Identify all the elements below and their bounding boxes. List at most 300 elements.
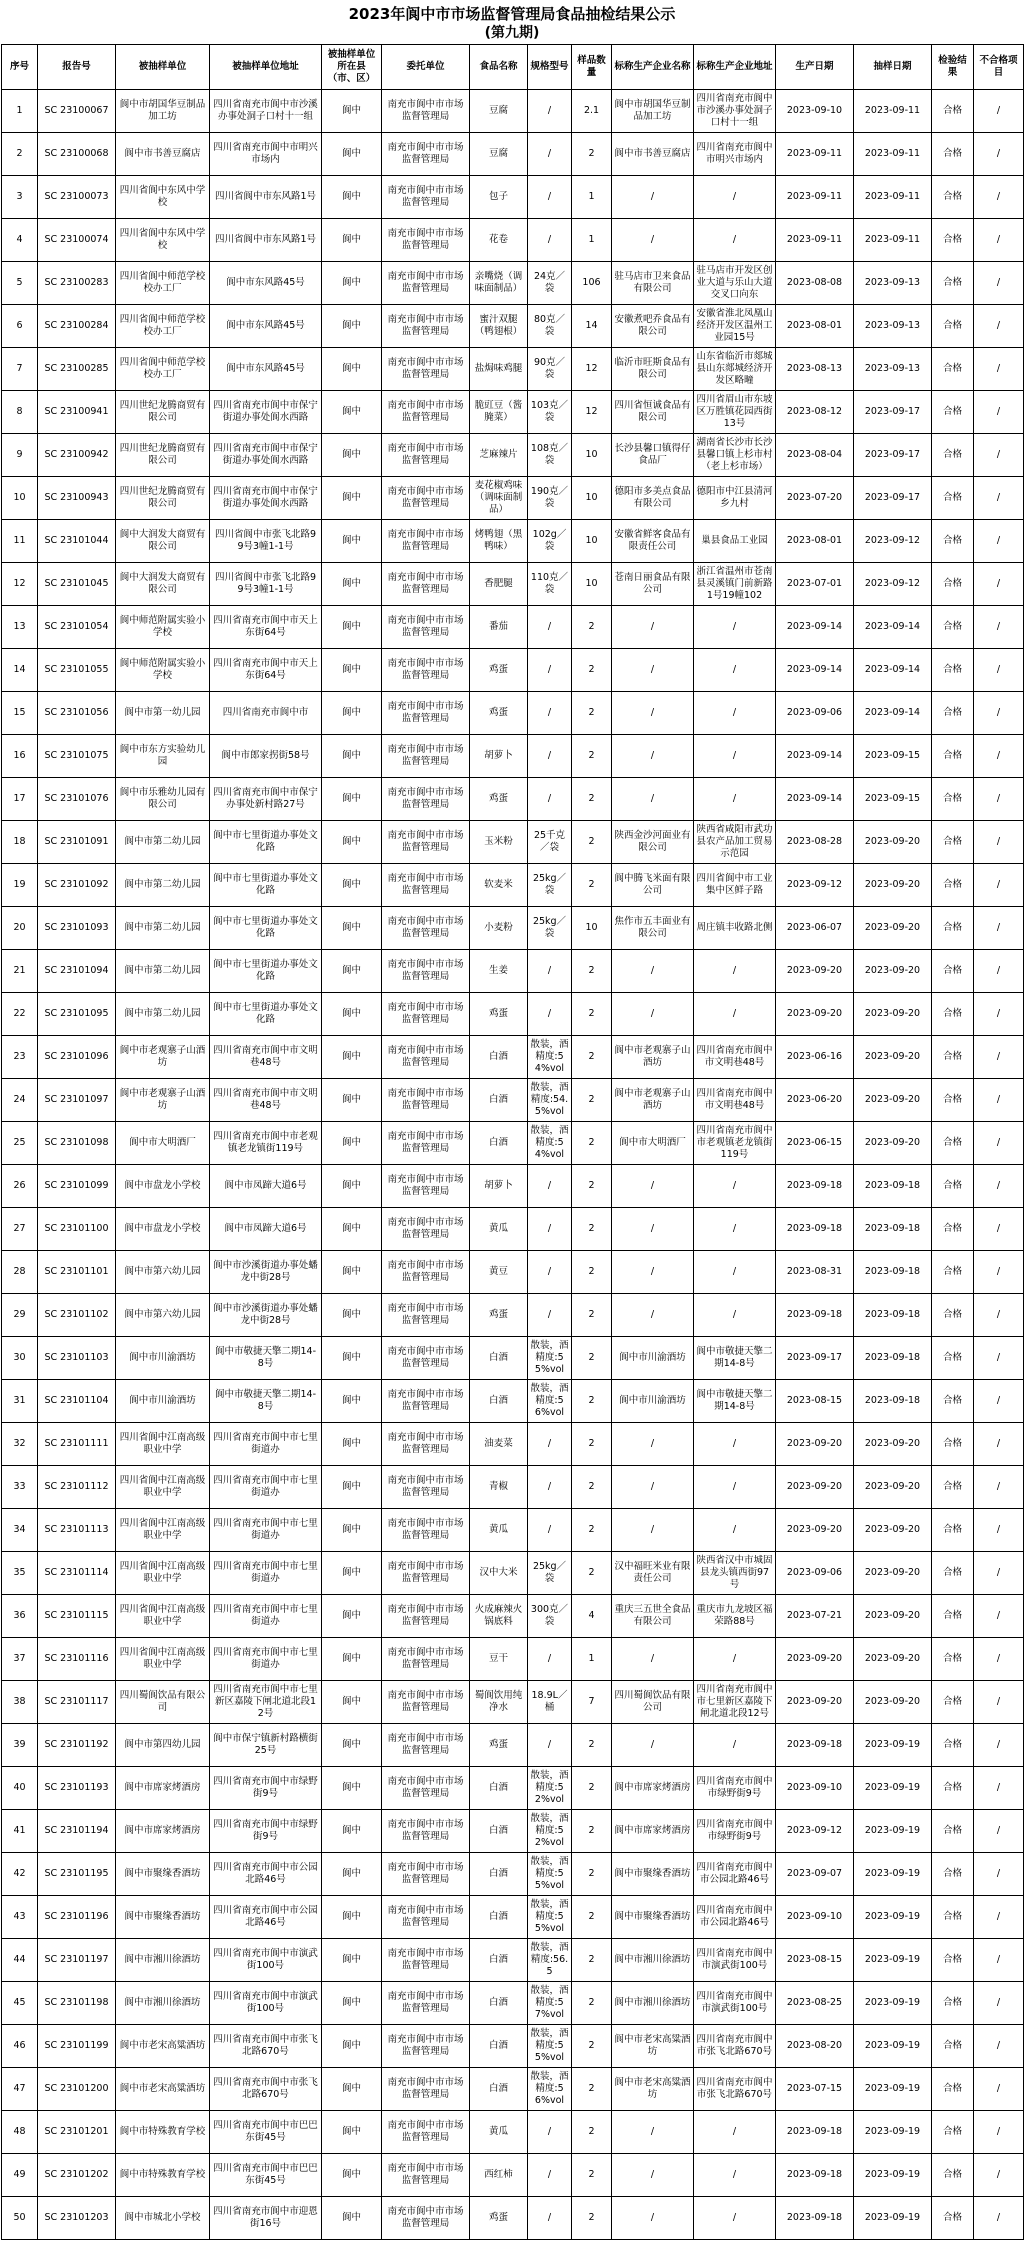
manufacturer-cell: 阆中市席家烤酒房	[612, 1767, 694, 1810]
sampling-date-cell: 2023-09-18	[854, 1337, 932, 1380]
manufacturer-cell: /	[612, 1724, 694, 1767]
report-no-cell: SC 23101117	[38, 1681, 116, 1724]
report-no-cell: SC 23100285	[38, 348, 116, 391]
index-cell: 27	[2, 1208, 38, 1251]
food-name-cell: 白酒	[470, 1122, 528, 1165]
food-name-cell: 白酒	[470, 2068, 528, 2111]
index-cell: 17	[2, 778, 38, 821]
sampled-unit-cell: 阆中市第二幼儿园	[116, 993, 210, 1036]
result-cell: 合格	[932, 1165, 974, 1208]
food-name-cell: 软麦米	[470, 864, 528, 907]
failed-items-cell: /	[974, 2111, 1024, 2154]
sampled-unit-cell: 阆中市川渝酒坊	[116, 1380, 210, 1423]
manufacturer-cell: /	[612, 2111, 694, 2154]
county-cell: 阆中	[322, 735, 382, 778]
food-name-cell: 白酒	[470, 1767, 528, 1810]
index-cell: 23	[2, 1036, 38, 1079]
failed-items-cell: /	[974, 1681, 1024, 1724]
sampling-date-cell: 2023-09-20	[854, 1122, 932, 1165]
county-cell: 阆中	[322, 2068, 382, 2111]
manufacturer-cell: /	[612, 950, 694, 993]
manufacturer-address-cell: 阆中市敬捷天擎二期14-8号	[694, 1337, 776, 1380]
manufacturer-cell: 四川省恒诚食品有限公司	[612, 391, 694, 434]
result-cell: 合格	[932, 649, 974, 692]
result-cell: 合格	[932, 305, 974, 348]
sampled-address-cell: 阆中市东风路45号	[210, 305, 322, 348]
county-cell: 阆中	[322, 219, 382, 262]
table-row	[2, 1036, 1024, 1079]
result-cell: 合格	[932, 2154, 974, 2197]
sampled-unit-cell: 阆中市湘川徐酒坊	[116, 1939, 210, 1982]
index-cell: 45	[2, 1982, 38, 2025]
manufacturer-address-cell: /	[694, 1294, 776, 1337]
spec-cell: 108克／袋	[528, 434, 572, 477]
commissioning-unit-cell: 南充市阆中市市场监督管理局	[382, 90, 470, 133]
production-date-cell: 2023-08-01	[776, 520, 854, 563]
result-cell: 合格	[932, 692, 974, 735]
failed-items-cell: /	[974, 434, 1024, 477]
failed-items-cell: /	[974, 692, 1024, 735]
commissioning-unit-cell: 南充市阆中市市场监督管理局	[382, 391, 470, 434]
index-cell: 39	[2, 1724, 38, 1767]
table-row	[2, 391, 1024, 434]
result-cell: 合格	[932, 1036, 974, 1079]
sampled-unit-cell: 阆中大润发大商贸有限公司	[116, 563, 210, 606]
sampled-address-cell: 四川省南充市阆中市张飞北路670号	[210, 2025, 322, 2068]
report-no-cell: SC 23101099	[38, 1165, 116, 1208]
food-name-cell: 小麦粉	[470, 907, 528, 950]
table-row	[2, 434, 1024, 477]
commissioning-unit-cell: 南充市阆中市市场监督管理局	[382, 950, 470, 993]
index-cell: 32	[2, 1423, 38, 1466]
report-no-cell: SC 23101092	[38, 864, 116, 907]
result-cell: 合格	[932, 2025, 974, 2068]
failed-items-cell: /	[974, 262, 1024, 305]
index-cell: 16	[2, 735, 38, 778]
sample-qty-cell: 2	[572, 606, 612, 649]
manufacturer-cell: 阆中市聚缘香酒坊	[612, 1896, 694, 1939]
production-date-cell: 2023-07-21	[776, 1595, 854, 1638]
failed-items-cell: /	[974, 348, 1024, 391]
manufacturer-address-cell: 巢县食品工业园	[694, 520, 776, 563]
result-cell: 合格	[932, 1122, 974, 1165]
sample-qty-cell: 2	[572, 1208, 612, 1251]
production-date-cell: 2023-06-20	[776, 1079, 854, 1122]
sample-qty-cell: 2	[572, 1466, 612, 1509]
sample-qty-cell: 2	[572, 1251, 612, 1294]
spec-cell: /	[528, 2111, 572, 2154]
commissioning-unit-cell: 南充市阆中市市场监督管理局	[382, 1681, 470, 1724]
sampled-address-cell: 阆中市沙溪街道办事处蟠龙中街28号	[210, 1294, 322, 1337]
food-name-cell: 胡萝卜	[470, 1165, 528, 1208]
sampled-address-cell: 四川省南充市阆中市保宁街道办事处阆水西路	[210, 391, 322, 434]
report-no-cell: SC 23101056	[38, 692, 116, 735]
failed-items-cell: /	[974, 1165, 1024, 1208]
commissioning-unit-cell: 南充市阆中市市场监督管理局	[382, 305, 470, 348]
failed-items-cell: /	[974, 1079, 1024, 1122]
commissioning-unit-cell: 南充市阆中市市场监督管理局	[382, 219, 470, 262]
index-cell: 20	[2, 907, 38, 950]
failed-items-cell: /	[974, 1466, 1024, 1509]
col-header-sampled-unit: 被抽样单位	[116, 45, 210, 90]
result-cell: 合格	[932, 262, 974, 305]
manufacturer-cell: 阆中市大明酒厂	[612, 1122, 694, 1165]
report-no-cell: SC 23101195	[38, 1853, 116, 1896]
failed-items-cell: /	[974, 1767, 1024, 1810]
index-cell: 48	[2, 2111, 38, 2154]
failed-items-cell: /	[974, 1853, 1024, 1896]
manufacturer-address-cell: /	[694, 2111, 776, 2154]
county-cell: 阆中	[322, 1681, 382, 1724]
commissioning-unit-cell: 南充市阆中市市场监督管理局	[382, 1853, 470, 1896]
failed-items-cell: /	[974, 1294, 1024, 1337]
sampled-unit-cell: 阆中市胡国华豆制品加工坊	[116, 90, 210, 133]
sample-qty-cell: 2	[572, 692, 612, 735]
sampled-unit-cell: 四川省阆中师范学校校办工厂	[116, 348, 210, 391]
sampled-unit-cell: 四川省阆中江南高级职业中学	[116, 1509, 210, 1552]
sampled-address-cell: 阆中市七里街道办事处文化路	[210, 821, 322, 864]
result-cell: 合格	[932, 1466, 974, 1509]
table-row	[2, 1681, 1024, 1724]
report-no-cell: SC 23101114	[38, 1552, 116, 1595]
result-cell: 合格	[932, 1724, 974, 1767]
food-name-cell: 白酒	[470, 1337, 528, 1380]
sample-qty-cell: 2	[572, 1939, 612, 1982]
manufacturer-address-cell: /	[694, 778, 776, 821]
sampled-unit-cell: 阆中市第二幼儿园	[116, 907, 210, 950]
index-cell: 9	[2, 434, 38, 477]
table-row	[2, 219, 1024, 262]
sampling-date-cell: 2023-09-20	[854, 821, 932, 864]
county-cell: 阆中	[322, 1122, 382, 1165]
food-name-cell: 西红柿	[470, 2154, 528, 2197]
food-name-cell: 白酒	[470, 1036, 528, 1079]
failed-items-cell: /	[974, 778, 1024, 821]
production-date-cell: 2023-08-15	[776, 1939, 854, 1982]
food-name-cell: 鸡蛋	[470, 778, 528, 821]
report-no-cell: SC 23100074	[38, 219, 116, 262]
county-cell: 阆中	[322, 305, 382, 348]
commissioning-unit-cell: 南充市阆中市市场监督管理局	[382, 649, 470, 692]
result-cell: 合格	[932, 348, 974, 391]
failed-items-cell: /	[974, 1423, 1024, 1466]
index-cell: 14	[2, 649, 38, 692]
county-cell: 阆中	[322, 1896, 382, 1939]
sampling-date-cell: 2023-09-13	[854, 305, 932, 348]
sample-qty-cell: 2	[572, 2111, 612, 2154]
manufacturer-cell: /	[612, 2154, 694, 2197]
table-row	[2, 1724, 1024, 1767]
result-cell: 合格	[932, 1638, 974, 1681]
manufacturer-cell: 阆中市老宋高粱酒坊	[612, 2025, 694, 2068]
sampled-unit-cell: 阆中市川渝酒坊	[116, 1337, 210, 1380]
manufacturer-cell: /	[612, 606, 694, 649]
sampling-date-cell: 2023-09-20	[854, 1595, 932, 1638]
county-cell: 阆中	[322, 692, 382, 735]
table-row	[2, 993, 1024, 1036]
spec-cell: /	[528, 1724, 572, 1767]
sample-qty-cell: 1	[572, 176, 612, 219]
result-cell: 合格	[932, 1380, 974, 1423]
sampled-unit-cell: 阆中市聚缘香酒坊	[116, 1853, 210, 1896]
sample-qty-cell: 2	[572, 1552, 612, 1595]
sampled-address-cell: 阆中市七里街道办事处文化路	[210, 993, 322, 1036]
report-no-cell: SC 23101197	[38, 1939, 116, 1982]
report-no-cell: SC 23101094	[38, 950, 116, 993]
production-date-cell: 2023-09-20	[776, 1423, 854, 1466]
sampled-unit-cell: 阆中师范附属实验小学校	[116, 649, 210, 692]
food-name-cell: 玉米粉	[470, 821, 528, 864]
table-row	[2, 2197, 1024, 2240]
commissioning-unit-cell: 南充市阆中市市场监督管理局	[382, 2111, 470, 2154]
commissioning-unit-cell: 南充市阆中市市场监督管理局	[382, 1423, 470, 1466]
col-header-spec: 规格型号	[528, 45, 572, 90]
food-name-cell: 黄瓜	[470, 1208, 528, 1251]
food-name-cell: 芝麻辣片	[470, 434, 528, 477]
sampled-address-cell: 四川省阆中市张飞北路99号3幢1-1号	[210, 563, 322, 606]
result-cell: 合格	[932, 1595, 974, 1638]
index-cell: 25	[2, 1122, 38, 1165]
county-cell: 阆中	[322, 950, 382, 993]
manufacturer-address-cell: 四川省南充市阆中市公园北路46号	[694, 1853, 776, 1896]
food-name-cell: 生姜	[470, 950, 528, 993]
spec-cell: 散装，酒精度:56%vol	[528, 1380, 572, 1423]
sampling-date-cell: 2023-09-18	[854, 1294, 932, 1337]
sampled-unit-cell: 四川省阆中师范学校校办工厂	[116, 305, 210, 348]
result-cell: 合格	[932, 864, 974, 907]
table-row	[2, 1251, 1024, 1294]
spec-cell: 103克／袋	[528, 391, 572, 434]
failed-items-cell: /	[974, 907, 1024, 950]
spec-cell: 散装，酒精度:55%vol	[528, 1853, 572, 1896]
manufacturer-address-cell: /	[694, 219, 776, 262]
spec-cell: /	[528, 1466, 572, 1509]
sampling-date-cell: 2023-09-20	[854, 864, 932, 907]
sampling-date-cell: 2023-09-18	[854, 1251, 932, 1294]
report-no-cell: SC 23101116	[38, 1638, 116, 1681]
report-no-cell: SC 23101115	[38, 1595, 116, 1638]
sampled-unit-cell: 四川省阆中江南高级职业中学	[116, 1595, 210, 1638]
table-row	[2, 1165, 1024, 1208]
report-no-cell: SC 23101111	[38, 1423, 116, 1466]
index-cell: 6	[2, 305, 38, 348]
col-header-report-no: 报告号	[38, 45, 116, 90]
sampled-address-cell: 阆中市东风路45号	[210, 262, 322, 305]
commissioning-unit-cell: 南充市阆中市市场监督管理局	[382, 2068, 470, 2111]
production-date-cell: 2023-09-07	[776, 1853, 854, 1896]
failed-items-cell: /	[974, 1595, 1024, 1638]
county-cell: 阆中	[322, 1423, 382, 1466]
commissioning-unit-cell: 南充市阆中市市场监督管理局	[382, 1208, 470, 1251]
sampled-unit-cell: 阆中市老观寨子山酒坊	[116, 1036, 210, 1079]
index-cell: 36	[2, 1595, 38, 1638]
production-date-cell: 2023-08-04	[776, 434, 854, 477]
document-subtitle: (第九期)	[484, 25, 540, 41]
result-cell: 合格	[932, 821, 974, 864]
spec-cell: 102g／袋	[528, 520, 572, 563]
commissioning-unit-cell: 南充市阆中市市场监督管理局	[382, 1724, 470, 1767]
spec-cell: 110克／袋	[528, 563, 572, 606]
table-row	[2, 950, 1024, 993]
result-cell: 合格	[932, 1939, 974, 1982]
col-header-failed-items: 不合格项目	[974, 45, 1024, 90]
sample-qty-cell: 2	[572, 1423, 612, 1466]
failed-items-cell: /	[974, 1982, 1024, 2025]
report-no-cell: SC 23101112	[38, 1466, 116, 1509]
report-no-cell: SC 23101095	[38, 993, 116, 1036]
commissioning-unit-cell: 南充市阆中市市场监督管理局	[382, 2197, 470, 2240]
food-name-cell: 烤鸭翅（黑鸭味）	[470, 520, 528, 563]
spec-cell: 散装，酒精度:56%vol	[528, 2068, 572, 2111]
report-no-cell: SC 23101055	[38, 649, 116, 692]
sampled-address-cell: 四川省南充市阆中市演武街100号	[210, 1939, 322, 1982]
sampled-unit-cell: 阆中市第六幼儿园	[116, 1294, 210, 1337]
commissioning-unit-cell: 南充市阆中市市场监督管理局	[382, 2154, 470, 2197]
report-no-cell: SC 23100942	[38, 434, 116, 477]
index-cell: 35	[2, 1552, 38, 1595]
sample-qty-cell: 2	[572, 1122, 612, 1165]
sample-qty-cell: 2	[572, 649, 612, 692]
sampled-unit-cell: 四川省阆中江南高级职业中学	[116, 1423, 210, 1466]
result-cell: 合格	[932, 1853, 974, 1896]
sampling-date-cell: 2023-09-19	[854, 1767, 932, 1810]
sampled-address-cell: 四川省南充市阆中市七里新区嘉陵下闸北道北段12号	[210, 1681, 322, 1724]
manufacturer-cell: 阆中市川渝酒坊	[612, 1380, 694, 1423]
county-cell: 阆中	[322, 649, 382, 692]
result-cell: 合格	[932, 477, 974, 520]
food-name-cell: 豆腐	[470, 90, 528, 133]
sample-qty-cell: 10	[572, 434, 612, 477]
sampled-unit-cell: 四川省阆中东风中学校	[116, 176, 210, 219]
index-cell: 31	[2, 1380, 38, 1423]
report-no-cell: SC 23101045	[38, 563, 116, 606]
production-date-cell: 2023-09-18	[776, 1165, 854, 1208]
failed-items-cell: /	[974, 1638, 1024, 1681]
food-name-cell: 白酒	[470, 1380, 528, 1423]
sample-qty-cell: 2	[572, 2068, 612, 2111]
sampling-date-cell: 2023-09-19	[854, 2197, 932, 2240]
spec-cell: 25kg／袋	[528, 864, 572, 907]
index-cell: 38	[2, 1681, 38, 1724]
commissioning-unit-cell: 南充市阆中市市场监督管理局	[382, 864, 470, 907]
sampled-address-cell: 四川省阆中市东风路1号	[210, 176, 322, 219]
food-name-cell: 鸡蛋	[470, 993, 528, 1036]
manufacturer-address-cell: /	[694, 1638, 776, 1681]
food-name-cell: 汉中大米	[470, 1552, 528, 1595]
spec-cell: 散装，酒精度:55%vol	[528, 1337, 572, 1380]
manufacturer-cell: /	[612, 993, 694, 1036]
sample-qty-cell: 2	[572, 1036, 612, 1079]
spec-cell: /	[528, 90, 572, 133]
production-date-cell: 2023-09-20	[776, 993, 854, 1036]
failed-items-cell: /	[974, 305, 1024, 348]
failed-items-cell: /	[974, 1122, 1024, 1165]
food-name-cell: 鸡蛋	[470, 2197, 528, 2240]
sampled-address-cell: 阆中市东风路45号	[210, 348, 322, 391]
result-cell: 合格	[932, 2197, 974, 2240]
production-date-cell: 2023-09-06	[776, 692, 854, 735]
manufacturer-address-cell: 四川省南充市阆中市演武街100号	[694, 1939, 776, 1982]
sampling-date-cell: 2023-09-11	[854, 90, 932, 133]
col-header-production-date: 生产日期	[776, 45, 854, 90]
commissioning-unit-cell: 南充市阆中市市场监督管理局	[382, 735, 470, 778]
manufacturer-address-cell: /	[694, 1251, 776, 1294]
commissioning-unit-cell: 南充市阆中市市场监督管理局	[382, 778, 470, 821]
sampled-address-cell: 四川省南充市阆中市天上东街64号	[210, 649, 322, 692]
sampling-date-cell: 2023-09-18	[854, 1380, 932, 1423]
table-row	[2, 1380, 1024, 1423]
failed-items-cell: /	[974, 1724, 1024, 1767]
index-cell: 29	[2, 1294, 38, 1337]
manufacturer-address-cell: 四川省南充市阆中市沙溪办事处洞子口村十一组	[694, 90, 776, 133]
spec-cell: /	[528, 1294, 572, 1337]
food-name-cell: 黄豆	[470, 1251, 528, 1294]
sample-qty-cell: 7	[572, 1681, 612, 1724]
manufacturer-cell: /	[612, 176, 694, 219]
food-name-cell: 豆干	[470, 1638, 528, 1681]
sampled-unit-cell: 阆中市特殊教育学校	[116, 2111, 210, 2154]
table-row	[2, 1638, 1024, 1681]
table-row	[2, 1552, 1024, 1595]
county-cell: 阆中	[322, 348, 382, 391]
sampled-address-cell: 四川省南充市阆中市保宁办事处新村路27号	[210, 778, 322, 821]
sample-qty-cell: 106	[572, 262, 612, 305]
county-cell: 阆中	[322, 176, 382, 219]
spec-cell: /	[528, 1638, 572, 1681]
index-cell: 1	[2, 90, 38, 133]
sampled-unit-cell: 阆中市席家烤酒房	[116, 1767, 210, 1810]
sample-qty-cell: 2	[572, 1853, 612, 1896]
index-cell: 18	[2, 821, 38, 864]
report-no-cell: SC 23100067	[38, 90, 116, 133]
sampled-unit-cell: 四川蜀阆饮品有限公司	[116, 1681, 210, 1724]
failed-items-cell: /	[974, 1896, 1024, 1939]
report-no-cell: SC 23101098	[38, 1122, 116, 1165]
production-date-cell: 2023-09-11	[776, 219, 854, 262]
commissioning-unit-cell: 南充市阆中市市场监督管理局	[382, 1337, 470, 1380]
sample-qty-cell: 10	[572, 477, 612, 520]
col-header-food-name: 食品名称	[470, 45, 528, 90]
sample-qty-cell: 2	[572, 2154, 612, 2197]
sampled-unit-cell: 阆中市特殊教育学校	[116, 2154, 210, 2197]
food-name-cell: 青椒	[470, 1466, 528, 1509]
result-cell: 合格	[932, 993, 974, 1036]
sampling-date-cell: 2023-09-14	[854, 692, 932, 735]
sampling-date-cell: 2023-09-20	[854, 1079, 932, 1122]
sampled-address-cell: 四川省南充市阆中市公园北路46号	[210, 1853, 322, 1896]
manufacturer-cell: /	[612, 1294, 694, 1337]
sampled-address-cell: 四川省南充市阆中市绿野街9号	[210, 1810, 322, 1853]
manufacturer-cell: /	[612, 778, 694, 821]
index-cell: 19	[2, 864, 38, 907]
spec-cell: 散装，酒精度:55%vol	[528, 1896, 572, 1939]
sample-qty-cell: 10	[572, 907, 612, 950]
table-row	[2, 348, 1024, 391]
commissioning-unit-cell: 南充市阆中市市场监督管理局	[382, 477, 470, 520]
manufacturer-address-cell: /	[694, 735, 776, 778]
sample-qty-cell: 2	[572, 1767, 612, 1810]
sampled-address-cell: 阆中市七里街道办事处文化路	[210, 907, 322, 950]
sampling-date-cell: 2023-09-19	[854, 1982, 932, 2025]
commissioning-unit-cell: 南充市阆中市市场监督管理局	[382, 907, 470, 950]
sampling-date-cell: 2023-09-15	[854, 778, 932, 821]
commissioning-unit-cell: 南充市阆中市市场监督管理局	[382, 1079, 470, 1122]
food-name-cell: 盐焗味鸡腿	[470, 348, 528, 391]
index-cell: 4	[2, 219, 38, 262]
commissioning-unit-cell: 南充市阆中市市场监督管理局	[382, 1294, 470, 1337]
food-name-cell: 鸡蛋	[470, 1724, 528, 1767]
sampled-address-cell: 四川省南充市阆中市七里街道办	[210, 1638, 322, 1681]
